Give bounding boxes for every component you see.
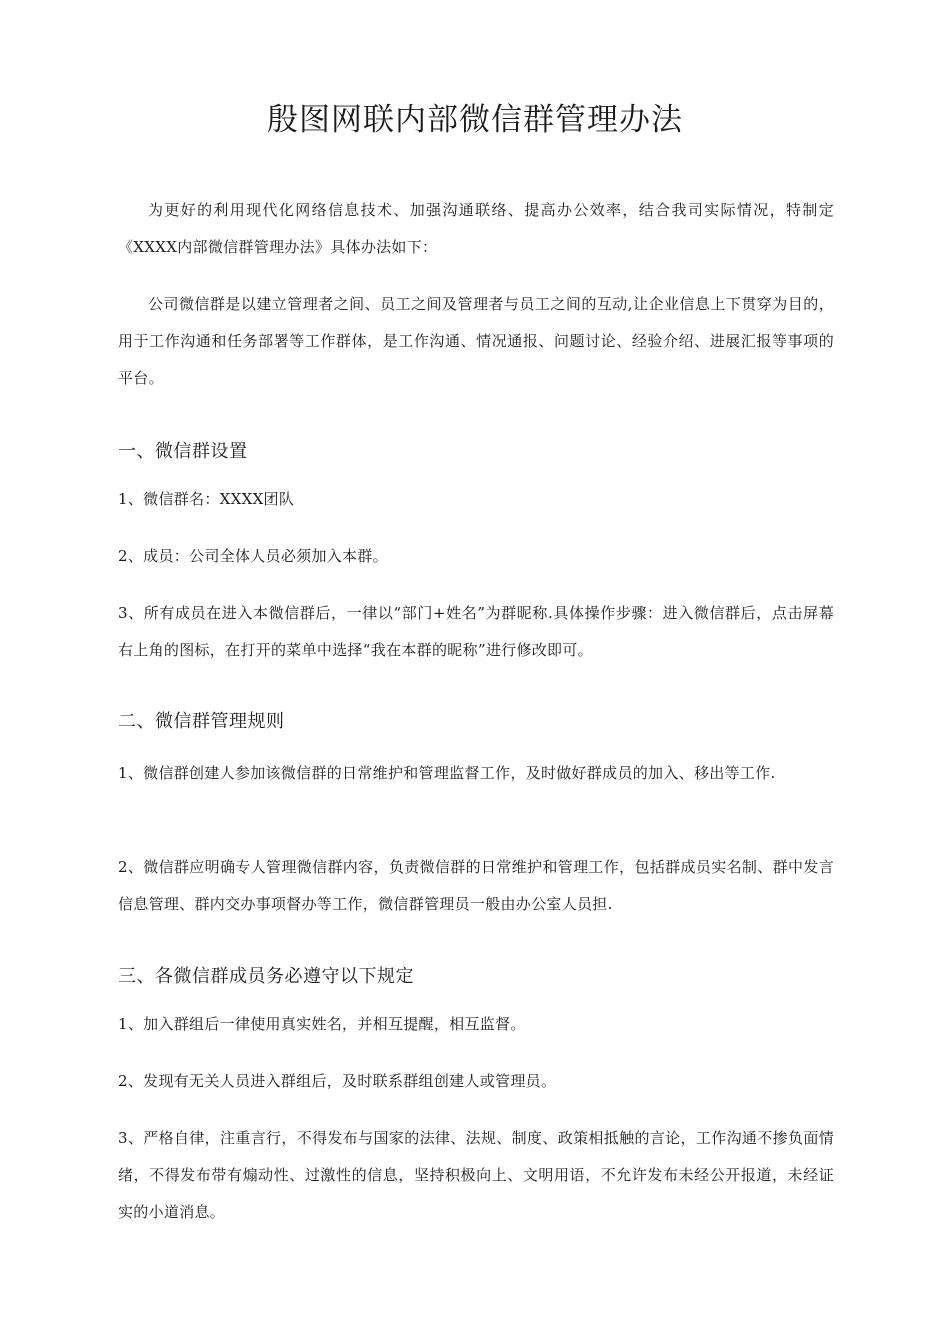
section-2-item-1: 1、微信群创建人参加该微信群的日常维护和管理监督工作，及时做好群成员的加入、移出等工作. — [118, 764, 776, 782]
section-1-item-2: 2、成员：公司全体人员必须加入本群。 — [118, 547, 388, 565]
section-1-item-1: 1、微信群名：XXXX团队 — [118, 490, 295, 508]
document-title: 殷图网联内部微信群管理办法 — [267, 102, 683, 138]
section-1-heading: 一、微信群设置 — [118, 441, 248, 462]
section-3-heading: 三、各微信群成员务必遵守以下规定 — [118, 966, 414, 987]
intro-paragraph-2: 公司微信群是以建立管理者之间、员工之间及管理者与员工之间的互动,让企业信息上下贯穿为目的，用于工作沟通和任务部署等工作群体，是工作沟通、情况通报、问题讨论、经验介绍、进展汇报等事项的平台。 — [118, 295, 834, 387]
intro-paragraph-1: 为更好的利用现代化网络信息技术、加强沟通联络、提高办公效率，结合我司实际情况，特制定《XXXX内部微信群管理办法》具体办法如下： — [118, 201, 834, 256]
section-2-heading: 二、微信群管理规则 — [118, 711, 285, 732]
section-2-item-2: 2、微信群应明确专人管理微信群内容，负责微信群的日常维护和管理工作，包括群成员实名制、群中发言信息管理、群内交办事项督办等工作，微信群管理员一般由办公室人员担. — [118, 858, 834, 913]
section-3-item-3: 3、严格自律，注重言行，不得发布与国家的法律、法规、制度、政策相抵触的言论，工作沟通不掺负面情绪，不得发布带有煽动性、过激性的信息，坚持积极向上、文明用语，不允许发布未经公开报道，未经证实的小道消息。 — [118, 1129, 834, 1221]
section-3-item-2: 2、发现有无关人员进入群组后，及时联系群组创建人或管理员。 — [118, 1072, 557, 1090]
section-3-item-1: 1、加入群组后一律使用真实姓名，并相互提醒，相互监督。 — [118, 1015, 526, 1033]
section-1-item-3: 3、所有成员在进入本微信群后，一律以“部门+姓名”为群昵称.具体操作步骤：进入微信群后，点击屏幕右上角的图标，在打开的菜单中选择“我在本群的昵称”进行修改即可。 — [118, 604, 834, 659]
